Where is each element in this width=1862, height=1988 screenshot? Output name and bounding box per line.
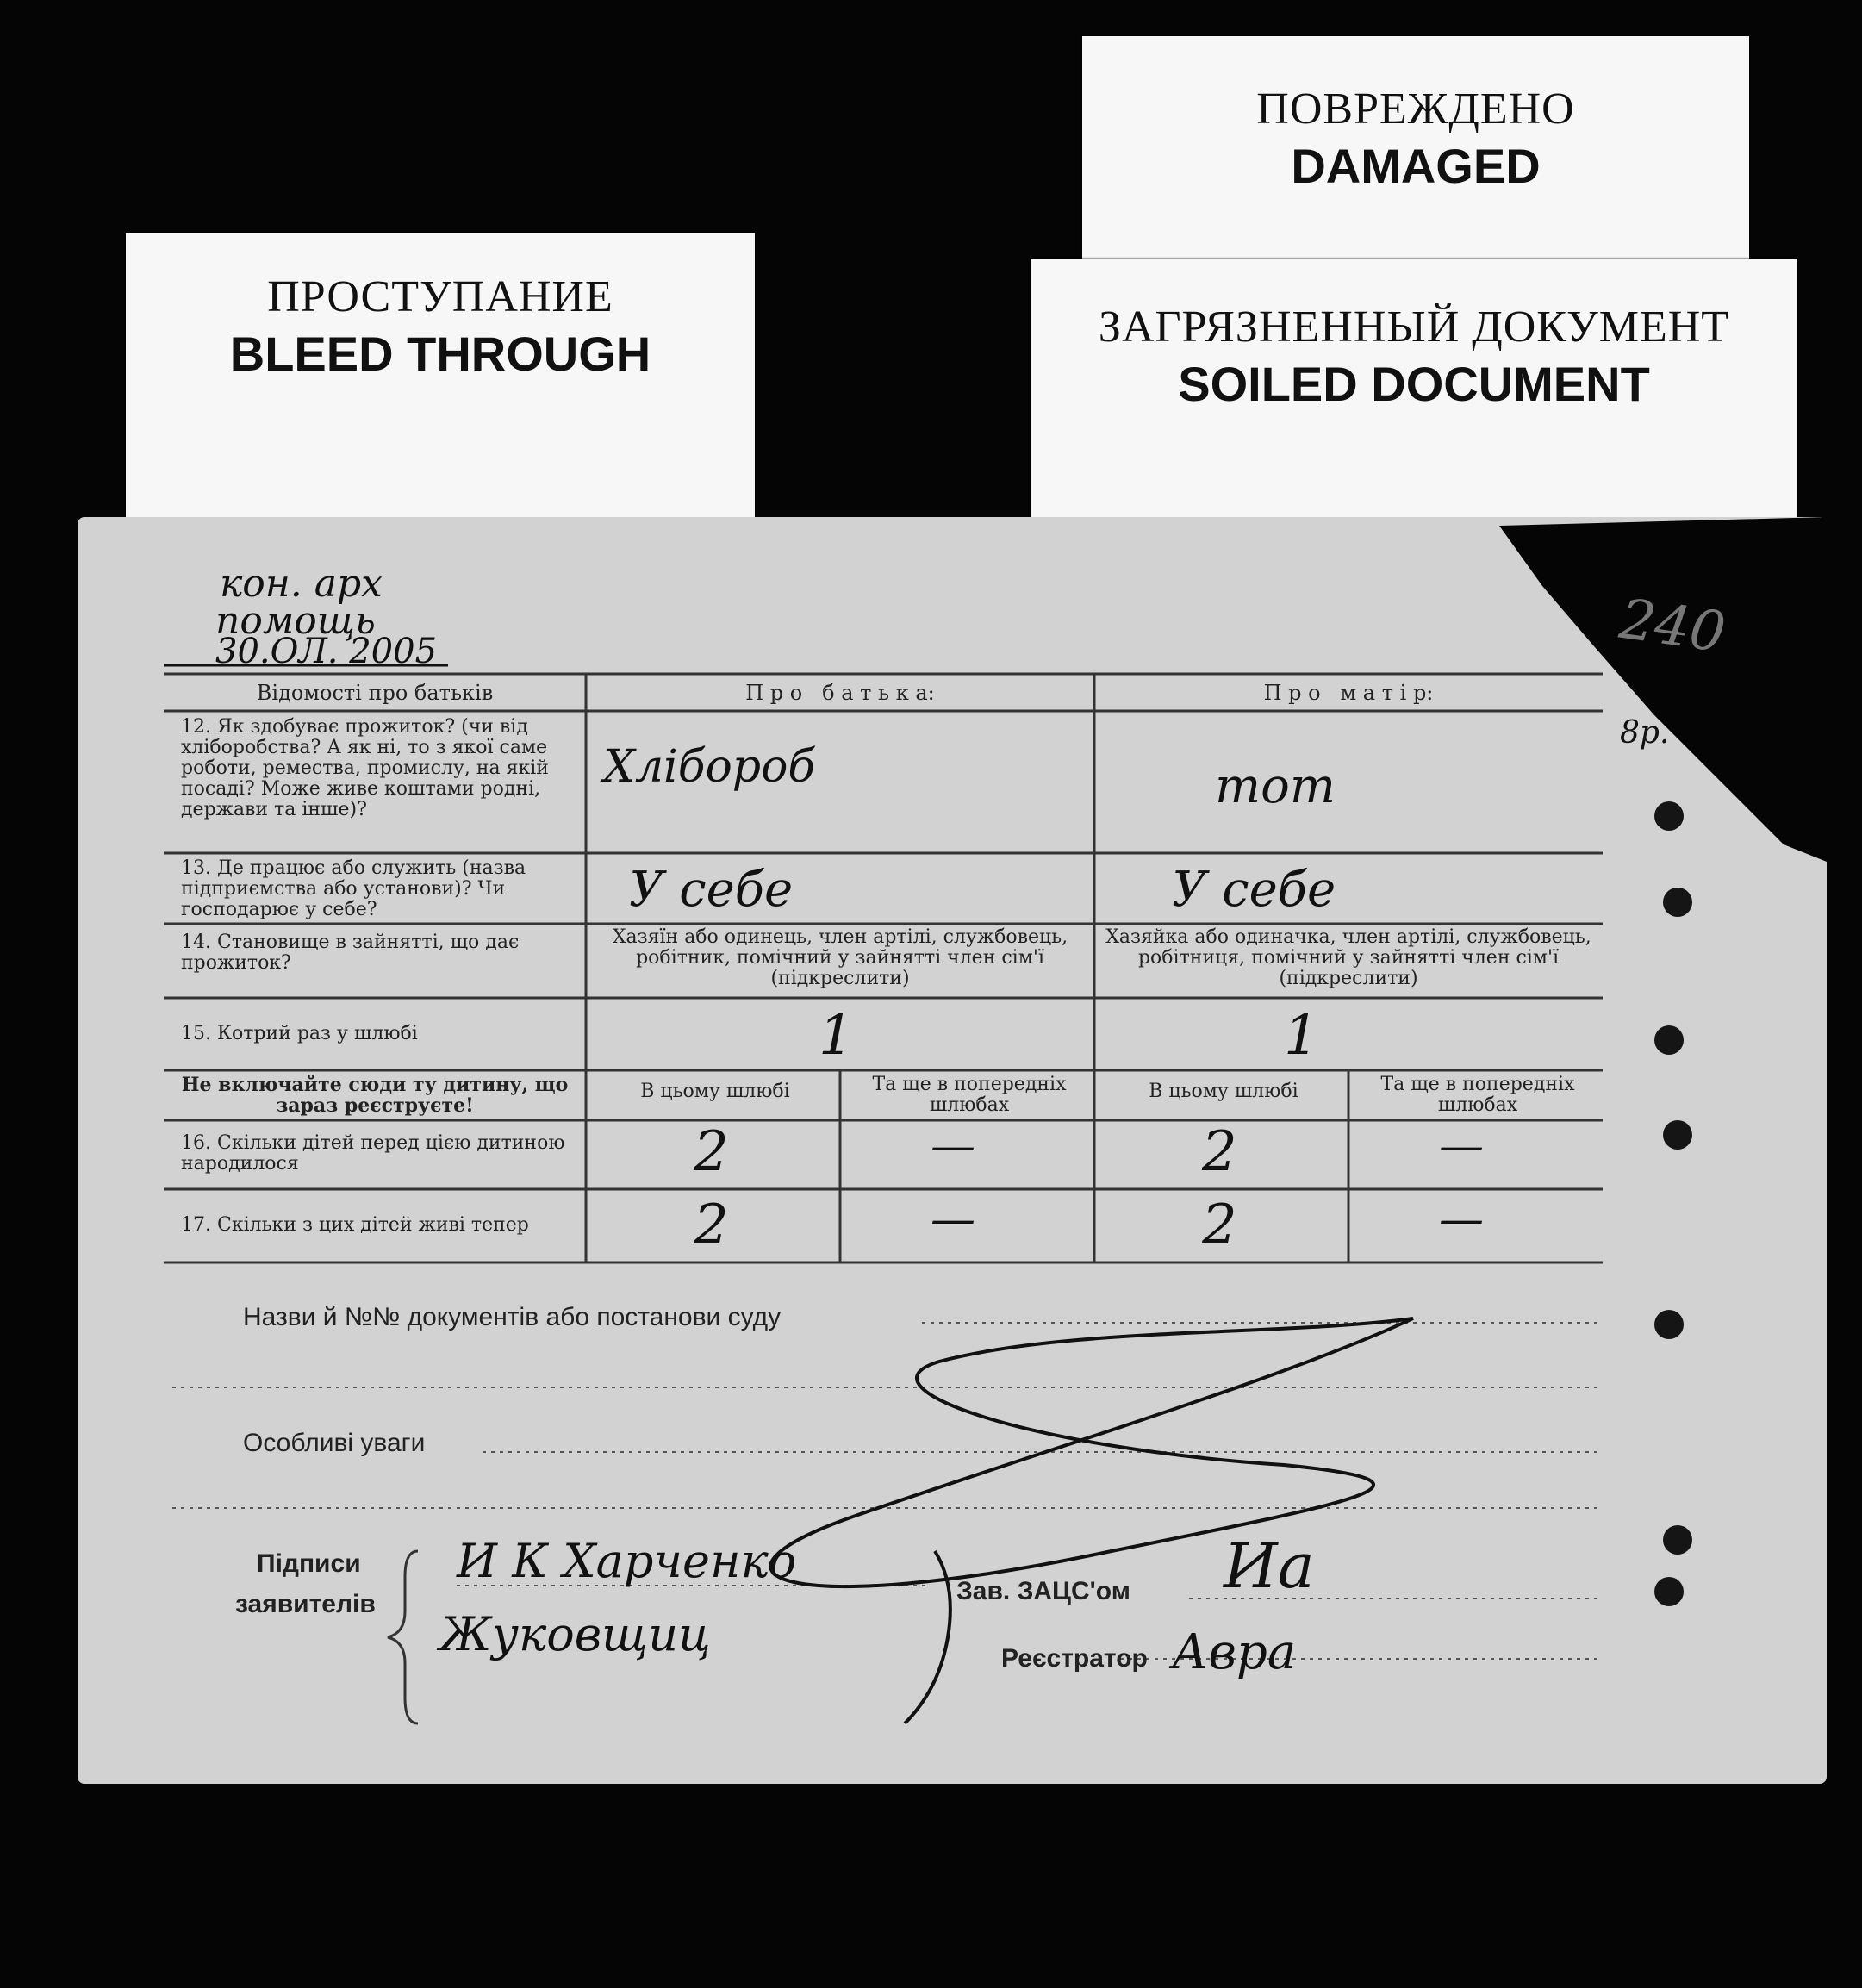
header-parents-info: Відомості про батьків [256, 681, 494, 705]
tag-soiled-en: SOILED DOCUMENT [1178, 357, 1650, 411]
registrar-label: Реєстратор [1001, 1644, 1148, 1673]
row-14-mother: Хазяйка або одиначка, член артілі, службовець, робітниця, помічний у зайнятті член сім'ї (підкреслити) [1105, 926, 1591, 989]
page-number: 240 [1616, 587, 1729, 666]
row-17-value-4: — [1439, 1193, 1484, 1245]
soiled-document-tag [1031, 259, 1797, 517]
punch-hole [1654, 1310, 1684, 1339]
notes-label: Особливі уваги [243, 1429, 426, 1457]
row-13-label: 13. Де працює або служить (назва підприємства або установи)? Чи господарює у себе? [181, 857, 526, 920]
registration-card [78, 517, 1827, 1784]
row-17-value-3: 2 [1202, 1193, 1237, 1257]
signature-1: И К Харченко [457, 1534, 797, 1588]
damaged-tag [1082, 36, 1749, 269]
row-12-mother: тот [1215, 758, 1336, 814]
annotation-line-1: кон. арх [220, 562, 383, 606]
punch-hole [1654, 1577, 1684, 1606]
registrar-signature: Авра [1172, 1624, 1297, 1680]
row-12-label: 12. Як здобуває прожиток? (чи від хліборобства? А як ні, то з якої саме роботи, ремества, промислу, на якій посаді? Може живе коштами родні, держави та інше)? [181, 716, 549, 820]
side-note: 8р. [1620, 715, 1670, 751]
punch-hole [1654, 1025, 1684, 1055]
sub-header-father-this: В цьому шлюбі [640, 1081, 790, 1102]
row-17-value-1: 2 [694, 1193, 729, 1257]
row-12-father: Хлібороб [603, 741, 816, 793]
sub-header-mother-prev: Та ще в попередніх шлюбах [1380, 1074, 1575, 1116]
header-mother: П р о м а т і р: [1263, 681, 1434, 705]
tag-damaged-ru: ПОВРЕЖДЕНО [1256, 84, 1575, 134]
signature-2: Жуковщиц [439, 1607, 711, 1661]
row-16-value-1: 2 [694, 1120, 729, 1184]
tag-damaged-en: DAMAGED [1291, 139, 1541, 193]
row-13-father: У себе [629, 862, 794, 918]
row-14-label: 14. Становище в зайнятті, що дає прожиток? [181, 932, 520, 974]
tag-soiled-ru: ЗАГРЯЗНЕННЫЙ ДОКУМЕНТ [1098, 302, 1730, 352]
annotation-date: 30.ОЛ. 2005 [215, 632, 438, 671]
punch-hole [1663, 1120, 1692, 1150]
bleed-through-tag [126, 233, 755, 517]
row-17-label: 17. Скільки з цих дітей живі тепер [181, 1214, 529, 1236]
row-17-value-2: — [931, 1193, 975, 1245]
annotation-line-2: помощь [215, 599, 376, 643]
signatures-label-2: заявителів [235, 1590, 376, 1618]
documents-label: Назви й №№ документів або постанови суду [243, 1303, 782, 1331]
row-16-value-2: — [931, 1120, 975, 1172]
punch-hole [1663, 888, 1692, 917]
row-15-label: 15. Котрий раз у шлюбі [181, 1023, 418, 1044]
children-note: Не включайте сюди ту дитину, що зараз реєструєте! [181, 1074, 569, 1117]
punch-hole [1663, 1525, 1692, 1555]
sub-header-father-prev: Та ще в попередніх шлюбах [872, 1074, 1067, 1116]
row-15-mother: 1 [1284, 1004, 1319, 1068]
punch-hole [1654, 801, 1684, 831]
row-16-label: 16. Скільки дітей перед цією дитиною народилося [181, 1132, 565, 1175]
sub-header-mother-this: В цьому шлюбі [1149, 1081, 1298, 1102]
header-father: П р о б а т ь к а: [745, 681, 935, 705]
tag-bleed-ru: ПРОСТУПАНИЕ [267, 272, 613, 321]
head-label: Зав. ЗАЦС'ом [956, 1577, 1130, 1605]
signatures-label-1: Підписи [257, 1549, 361, 1578]
row-15-father: 1 [819, 1004, 854, 1068]
row-13-mother: У себе [1172, 862, 1336, 918]
head-signature: Иа [1224, 1530, 1315, 1602]
row-16-value-4: — [1439, 1120, 1484, 1172]
row-14-father: Хазяїн або одинець, член артілі, службовець, робітник, помічний у зайнятті член сім'ї (підкреслити) [612, 926, 1068, 989]
tag-bleed-en: BLEED THROUGH [229, 327, 651, 381]
row-16-value-3: 2 [1202, 1120, 1237, 1184]
